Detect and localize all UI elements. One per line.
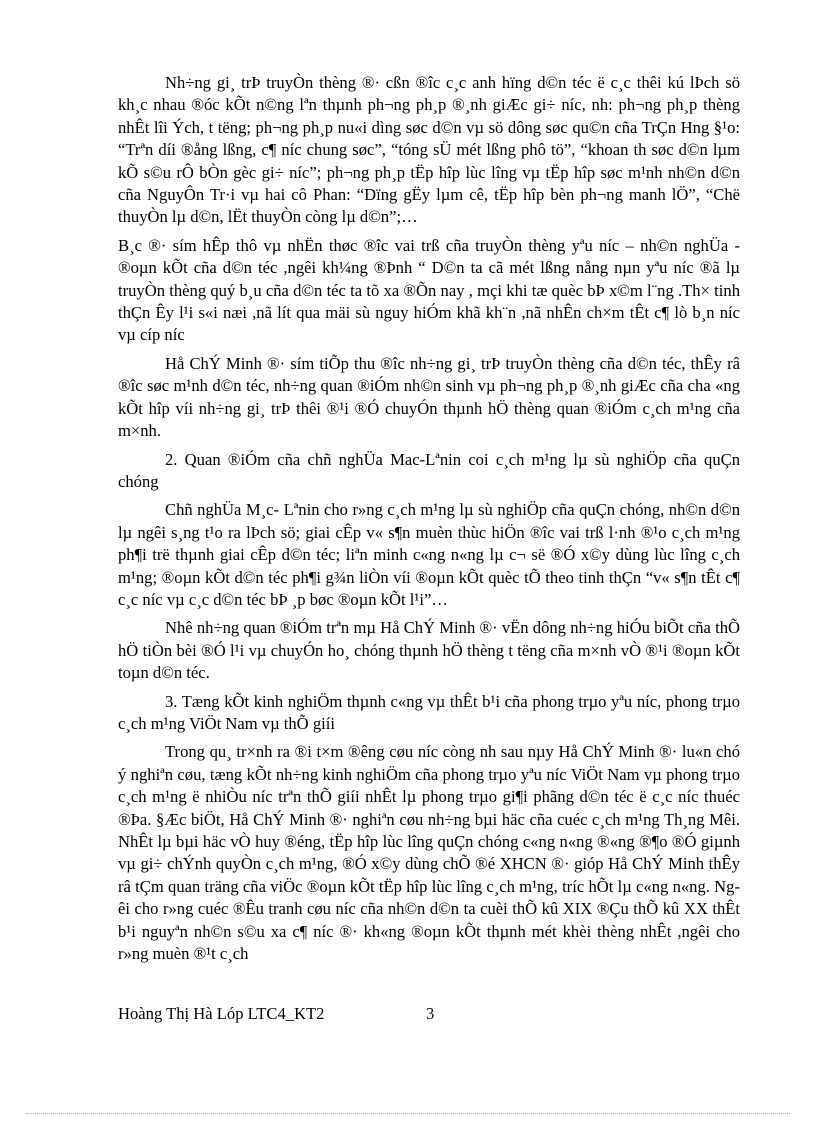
footer-author: Hoàng Thị Hà Lóp LTC4_KT2 (118, 1004, 325, 1023)
section-heading-2: 2. Quan ®iÓm cña chñ nghÜa Mac-Lªnin coi c¸ch m¹ng lµ sù nghiÖp cña quÇn chóng (118, 449, 740, 491)
paragraph-4: Chñ nghÜa M¸c- Lªnin cho r»ng c¸ch m¹ng lµ sù nghiÖp cña quÇn chóng, nh©n d©n lµ ngêi s¸ng t¹o ra lÞch sö; giai cÊp v« s¶n muèn thùc hiÖn ®îc vai trß l·nh ®¹o c¸ch m¹ng ph¶i trë thµnh giai cÊp d©n téc; liªn minh c«ng n«ng lµ c¬ së ®Ó x©y dùng lùc lîng c¸ch m¹ng; ®oµn kÕt d©n téc ph¶i g¾n liÒn víi ®oµn kÕt quèc tÕ theo tinh thÇn “v« s¶n tÊt c¶ c¸c níc vµ c¸c d©n téc bÞ ¸p bøc ®oµn kÕt l¹i”… (118, 500, 740, 609)
page-number: 3 (426, 1004, 435, 1023)
page-footer (118, 1004, 435, 1024)
paragraph-5: Nhê nh÷ng quan ®iÓm trªn mµ Hå ChÝ Minh ®· vËn dông nh÷ng hiÓu biÕt cña thÕ hÖ tiÒn bèi ®Ó l¹i vµ chuyÓn ho¸ chóng thµnh hÖ thèng t tëng cña m×nh vÒ ®¹i ®oµn kÕt toµn d©n téc. (118, 618, 740, 683)
paragraph-3: Hå ChÝ Minh ®· sím tiÕp thu ®îc nh÷ng gi¸ trÞ truyÒn thèng cña d©n téc, thÊy râ ®îc søc m¹nh d©n téc, nh÷ng quan ®iÓm nh©n sinh vµ ph¬ng ph¸p ®¸nh giÆc cña cha «ng kÕt hîp víi nh÷ng gi¸ trÞ thêi ®¹i ®Ó chuyÓn thµnh hÖ thèng quan ®iÓm c¸ch m¹ng cña m×nh. (118, 353, 740, 441)
paragraph-1: Nh÷ng gi¸ trÞ truyÒn thèng ®· cßn ®îc c¸c anh hïng d©n téc ë c¸c thêi kú lÞch sö kh¸c nhau ®óc kÕt n©ng lªn thµnh ph¬ng ph¸p ®¸nh giÆc gi÷ níc, nh: ph¬ng ph¸p thèng nhÊt lîi Ých, t tëng; ph¬ng ph¸p nu«i dìng søc d©n vµ sö dông søc qu©n cña TrÇn Hng §¹o: “Trªn díi ®ång lßng, c¶ níc chung søc”, “tóng sÜ mét lßng phô tö”, “khoan th søc d©n lµm kÕ s©u rÔ bÒn gèc gi÷ níc”; ph¬ng ph¸p tËp hîp lùc lîng vµ tËp hîp søc m¹nh nh©n d©n cña NguyÔn Tr·i vµ hai cô Phan: “Dïng gËy lµm cê, tËp hîp bèn ph¬ng manh lÖ”, “Chë thuyÒn lµ d©n, lËt thuyÒn còng lµ d©n”;… (118, 73, 740, 227)
paragraph-6: Trong qu¸ tr×nh ra ®i t×m ®êng cøu níc còng nh sau nµy Hå ChÝ Minh ®· lu«n chó ý nghiªn cøu, tæng kÕt nh÷ng kinh nghiÖm cña phong trµo yªu níc ViÖt Nam vµ phong trµo c¸ch m¹ng ë nhiÒu níc trªn thÕ giíi nhÊt lµ phong trµo gi¶i phãng d©n téc ë c¸c níc thuéc ®Þa. §Æc biÖt, Hå ChÝ Minh ®· nghiªn cøu nh÷ng bµi häc cña cuéc c¸ch m¹ng Th¸ng Mêi. NhÊt lµ bµi häc vÒ huy ®éng, tËp hîp lùc lîng quÇn chóng c«ng n«ng ®«ng ®¶o ®Ó giµnh vµ gi÷ chÝnh quyÒn c¸ch m¹ng, ®Ó x©y dùng chÕ ®é XHCN ®· gióp Hå ChÝ Minh thÊy râ tÇm quan träng cña viÖc ®oµn kÕt tËp hîp lùc lîng c¸ch m¹ng, tríc hÕt lµ c«ng n«ng. Ngêi cho r»ng cuéc ®Êu tranh cøu níc cña nh©n d©n ta cuèi thÕ kû XIX ®Çu thÕ kû XX thÊt b¹i nguyªn nh©n s©u xa c¶ níc ®· kh«ng ®oµn kÕt thµnh mét khèi thèng nhÊt ,ngêi cho r»ng muèn ®¹t c¸ch (118, 742, 740, 964)
paragraph-2: B¸c ®· sím hÊp thô vµ nhËn thøc ®îc vai trß cña truyÒn thèng yªu níc – nh©n nghÜa - ®oµn kÕt cña d©n téc ,ngêi kh¼ng ®Þnh “ D©n ta cã mét lßng nång nµn yªu níc ®ã lµ truyÒn thèng quý b¸u cña d©n téc ta tõ xa ®Õn nay , mçi khi tæ quèc bÞ x©m l¨ng .Th× tinh thÇn Êy l¹i s«i næi ,nã lít qua mäi sù nguy hiÓm khã kh¨n ,nã nhÊn ch×m tÊt c¶ lò b¸n níc vµ cíp níc (118, 235, 740, 345)
body-text (118, 72, 740, 971)
section-heading-3: 3. Tæng kÕt kinh nghiÖm thµnh c«ng vµ thÊt b¹i cña phong trµo yªu níc, phong trµo c¸ch m¹ng ViÖt Nam vµ thÕ giíi (118, 691, 740, 733)
page-bottom-divider (26, 1113, 790, 1114)
